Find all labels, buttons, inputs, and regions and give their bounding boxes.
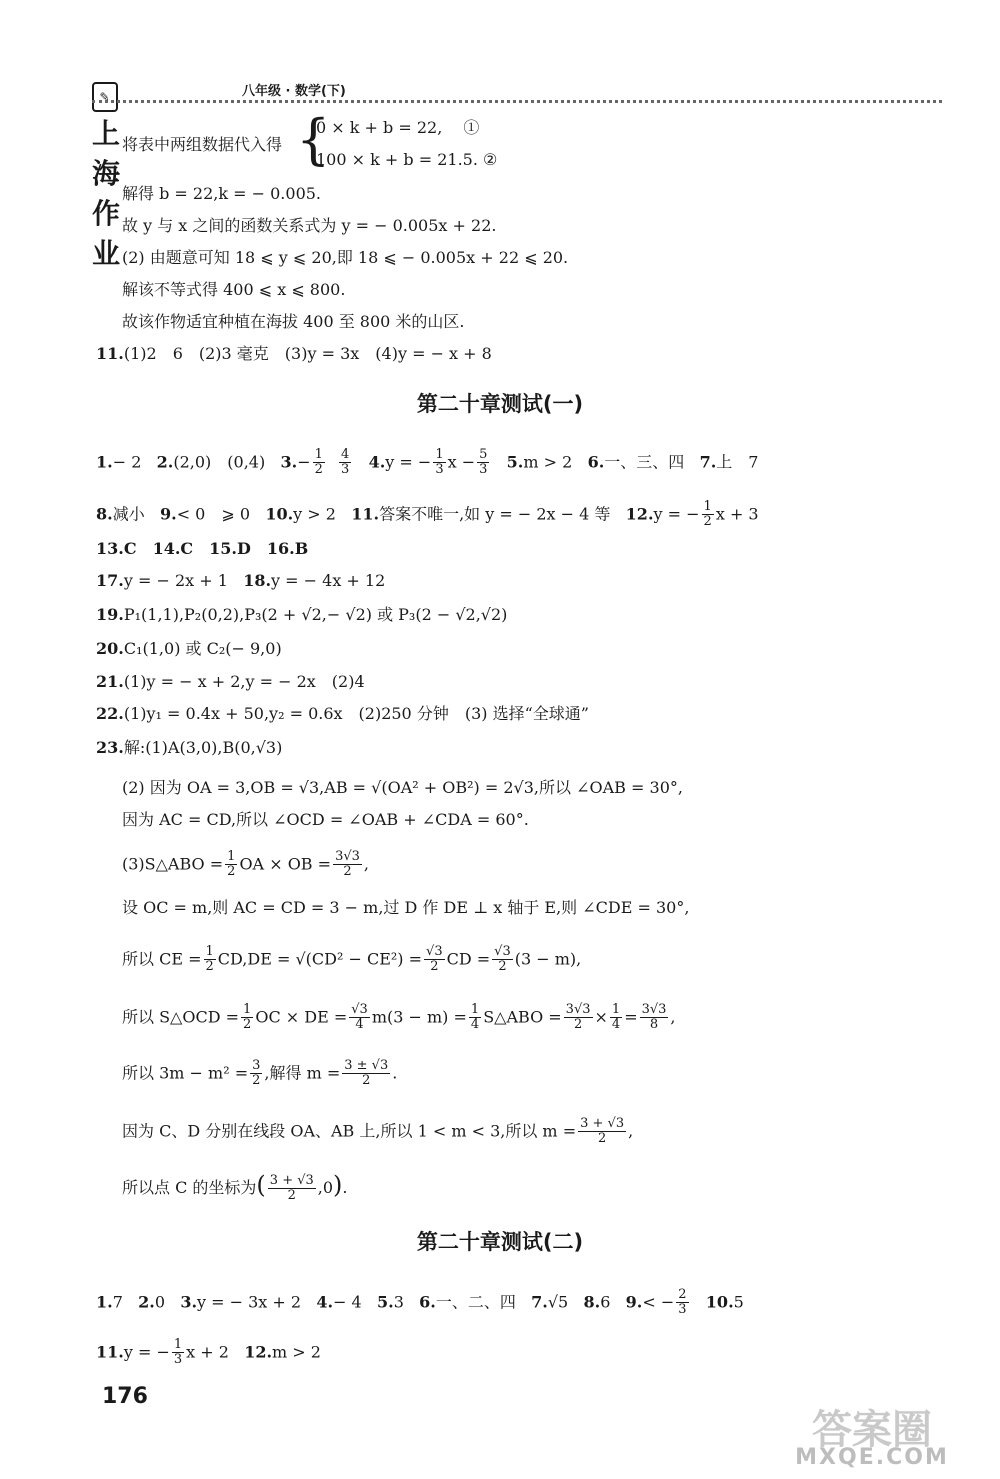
answer-23-setup: 设 OC = m,则 AC = CD = 3 − m,过 D 作 DE ⊥ x 轴于 E,则 ∠CDE = 30°, [122,898,690,917]
part2-line: (2) 由题意可知 18 ⩽ y ⩽ 20,即 18 ⩽ − 0.005x + 22 ⩽ 20. [122,248,569,267]
answers-8-12: 8.减小 9.< 0 ⩾ 0 10.y > 2 11.答案不唯一,如 y = − 2x − 4 等 12.y = − $\frac{1}{2}$ x + 3 [96,499,759,530]
system-intro: 将表中两组数据代入得 [122,135,283,154]
solve-line: 解得 b = 22,k = − 0.005. [122,184,322,203]
fraction: $\frac{3√3}{2}$ [565,1002,591,1033]
brace: { [296,108,331,171]
watermark-url: MXQE.COM [795,1445,949,1470]
fraction: $\frac{1}{4}$ [611,1002,621,1033]
answer-23-solve: 所以 3m − m² = $\frac{3}{2}$ ,解得 m = $\frac{3 \pm √3}{2}$ . [122,1058,398,1089]
fraction: $\frac{3 \pm √3}{2}$ [344,1058,389,1089]
fraction: $\frac{1}{2}$ [314,447,323,478]
answers-17-18: 17.y = − 2x + 1 18.y = − 4x + 12 [96,571,386,590]
answer-20: 20.C₁(1,0) 或 C₂(− 9,0) [96,639,282,658]
function-line: 故 y 与 x 之间的函数关系式为 y = − 0.005x + 22. [122,216,497,235]
answer-23-coordinate: 所以点 C 的坐标为( $\frac{3 + √3}{2}$ ,0). [122,1171,348,1203]
fraction: $\frac{3√3}{8}$ [641,1002,667,1033]
watermark-text: 答案圈 [812,1407,932,1453]
answer-23-area: 所以 S△OCD = $\frac{1}{2}$ OC × DE = $\frac{√3}{4}$ m(3 − m) = $\frac{1}{4}$ S△ABO = $\frac{3√3}{2}$ × $\frac{1}{4}$ = $\frac{3√3}{8}$ , [122,1002,676,1033]
section-title-2: 第二十章测试(二) [416,1230,584,1254]
fraction: $\frac{1}{2}$ [227,849,236,880]
fraction: $\frac{1}{2}$ [703,499,712,530]
fraction: $\frac{3 + √3}{2}$ [580,1116,625,1147]
answers-1-7: 1.− 2 2.(2,0) (0,4) 3.− $\frac{1}{2}$ $\frac{4}{3}$ 4.y = − $\frac{1}{3}$ x − $\frac{5}{3}$ 5.m > 2 6.一、三、四 7.上 7 [96,447,759,478]
fraction: $\frac{2}{3}$ [678,1287,687,1318]
fraction: $\frac{5}{3}$ [479,447,488,478]
page-number: 176 [102,1384,148,1409]
section-title-1: 第二十章测试(一) [416,392,584,416]
answer-23: 23.解:(1)A(3,0),B(0,√3) [96,738,283,757]
answers-2-1-10: 1.7 2.0 3.y = − 3x + 2 4.− 4 5.3 6.一、二、四 7.√5 8.6 9.< − $\frac{2}{3}$ 10.5 [96,1287,744,1318]
book-icon: ✎ [92,82,118,112]
answer-23-range: 因为 C、D 分别在线段 OA、AB 上,所以 1 < m < 3,所以 m = $\frac{3 + √3}{2}$ , [122,1116,634,1147]
fraction: $\frac{1}{4}$ [470,1002,480,1033]
fraction: $\frac{4}{3}$ [341,447,350,478]
header-subtitle: 八年级 · 数学(下) [242,84,346,99]
conclusion-line: 故该作物适宜种植在海拔 400 至 800 米的山区. [122,312,465,331]
fraction: $\frac{√3}{2}$ [426,944,443,975]
answer-23-part2: (2) 因为 OA = 3,OB = √3,AB = √(OA² + OB²) = 2√3,所以 ∠OAB = 30°, [122,778,683,797]
answers-2-11-12: 11.y = − $\frac{1}{3}$ x + 2 12.m > 2 [96,1337,321,1368]
fraction: $\frac{1}{2}$ [205,944,214,975]
fraction: $\frac{√3}{2}$ [494,944,511,975]
equation-2: 100 × k + b = 21.5. ② [316,150,498,169]
answer-11: 11.(1)2 6 (2)3 毫克 (3)y = 3x (4)y = − x + 8 [96,344,492,363]
answer-21: 21.(1)y = − x + 2,y = − 2x (2)4 [96,672,365,691]
answer-23-ce: 所以 CE = $\frac{1}{2}$ CD,DE = √(CD² − CE²) = $\frac{√3}{2}$ CD = $\frac{√3}{2}$ (3 − m), [122,944,582,975]
answer-23-angle: 因为 AC = CD,所以 ∠OCD = ∠OAB + ∠CDA = 60°. [122,810,529,829]
answer-22: 22.(1)y₁ = 0.4x + 50,y₂ = 0.6x (2)250 分钟 (3) 选择“全球通” [96,704,589,723]
answer-19: 19.P₁(1,1),P₂(0,2),P₃(2 + √2,− √2) 或 P₃(2 − √2,√2) [96,605,508,624]
inequality-line: 解该不等式得 400 ⩽ x ⩽ 800. [122,280,346,299]
fraction: $\frac{3√3}{2}$ [335,849,360,880]
fraction: $\frac{√3}{4}$ [351,1002,368,1033]
header-divider [92,100,942,103]
equation-1: 0 × k + b = 22, ① [316,118,480,137]
fraction: $\frac{1}{3}$ [435,447,444,478]
fraction: $\frac{3}{2}$ [252,1058,261,1089]
answer-23-part3: (3)S△ABO = $\frac{1}{2}$ OA × OB = $\frac{3√3}{2}$ , [122,849,369,880]
watermark-logo [772,1398,972,1470]
brand-text: 上海作业 [92,117,122,270]
fraction: $\frac{1}{3}$ [173,1337,183,1368]
fraction: $\frac{1}{2}$ [243,1002,252,1033]
answers-13-16: 13.C 14.C 15.D 16.B [96,539,309,558]
fraction: $\frac{3 + √3}{2}$ [269,1172,314,1203]
